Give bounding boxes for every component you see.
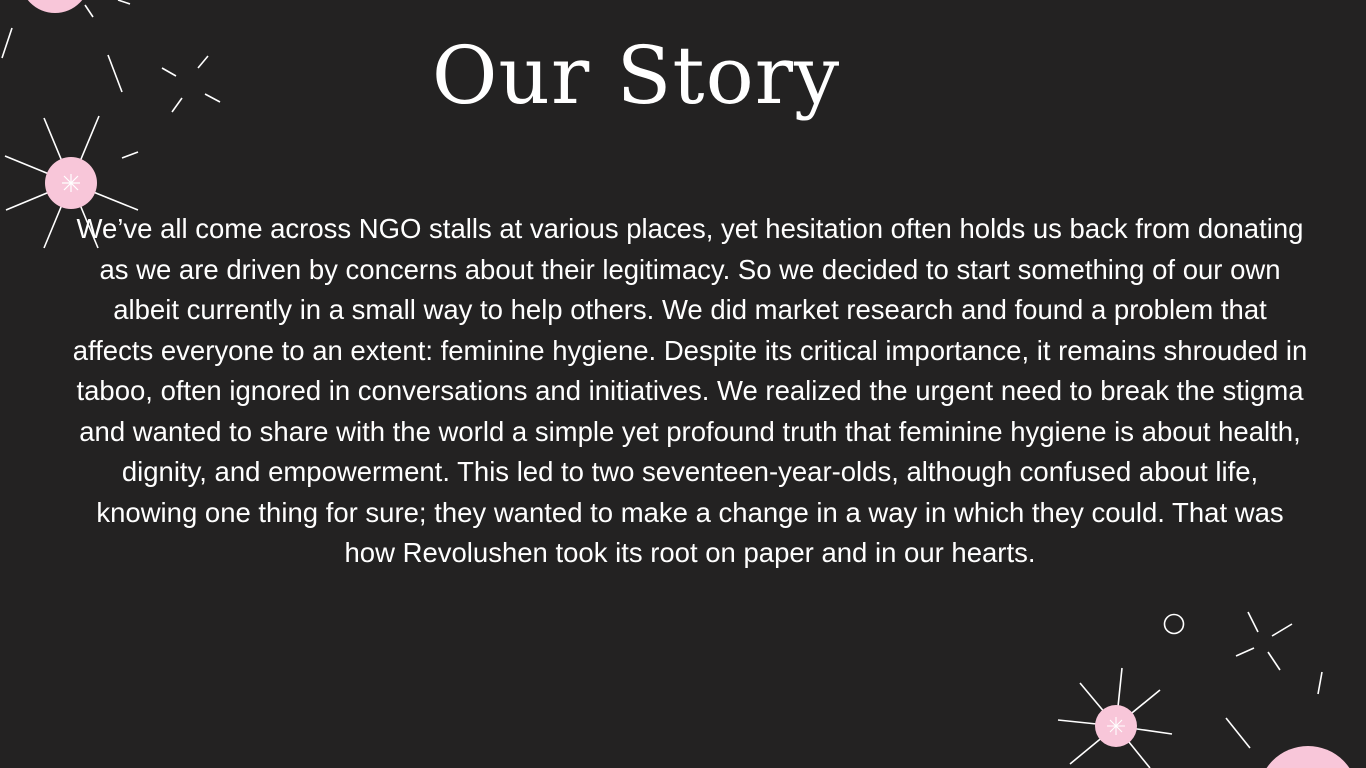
page-title: Our Story [431, 29, 841, 122]
ring-icon [1165, 615, 1184, 634]
story-paragraph: We’ve all come across NGO stalls at various places, yet hesitation often holds us back from donating as we are driven by concerns about their legitimacy. So we decided to start something of our own albeit currently in a small way to help others. We did market research and found a problem that affects everyone to an extent: feminine hygiene. Despite its critical importance, it remains shrouded in taboo, often ignored in conversations and initiatives. We realized the urgent need to break the stigma and wanted to share with the world a simple yet profound truth that feminine hygiene is about health, dignity, and empowerment. This led to two seventeen-year-olds, although confused about life, knowing one thing for sure; they wanted to make a change in a way in which they could. That was how Revolushen took its root on paper and in our hearts. [72, 213, 1308, 568]
pink-circle-bottom-right-icon [1258, 746, 1358, 768]
pink-sparkle-bottom-icon [1058, 668, 1172, 768]
sparkle-dashes-lower-right-icon [1226, 612, 1322, 748]
